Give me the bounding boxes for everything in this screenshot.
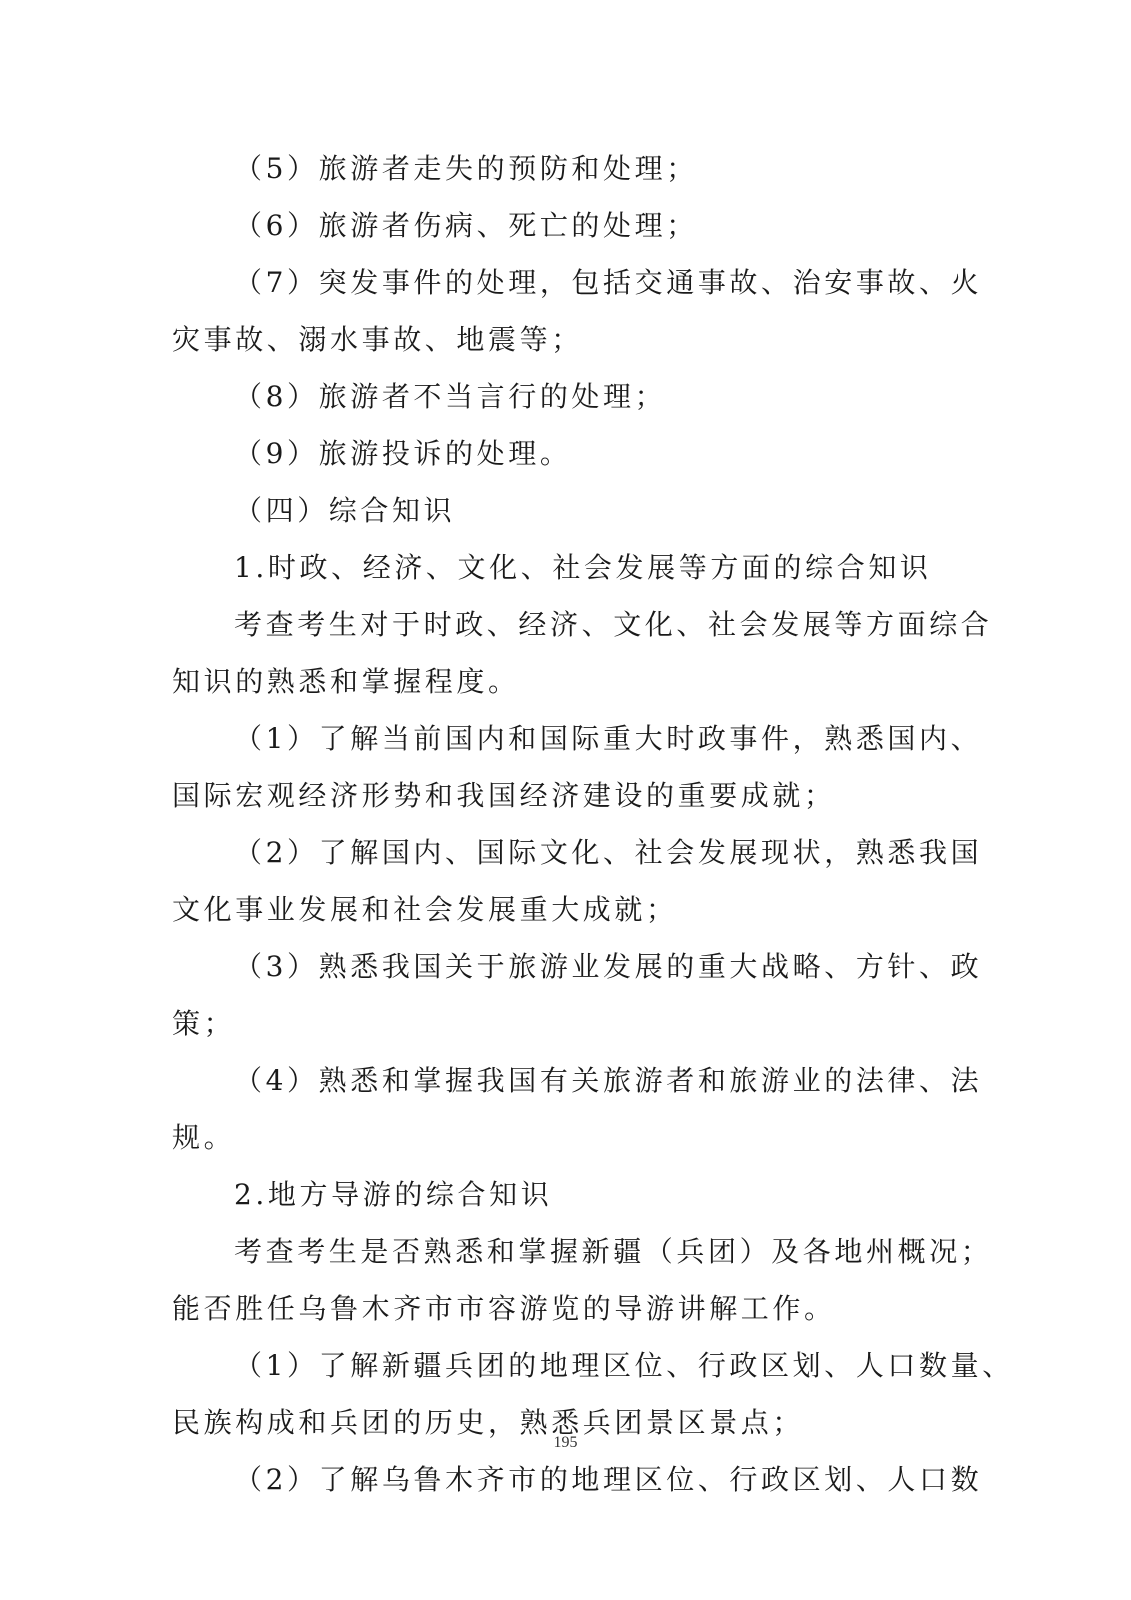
paragraph-line: 考查考生对于时政、经济、文化、社会发展等方面综合	[234, 608, 993, 641]
subheading-1: 1.时政、经济、文化、社会发展等方面的综合知识	[234, 551, 932, 584]
list-item-9: （9）旅游投诉的处理。	[234, 437, 572, 470]
paragraph-line: 能否胜任乌鲁木齐市市容游览的导游讲解工作。	[172, 1292, 836, 1325]
list-item-7-continued: 灾事故、溺水事故、地震等；	[172, 323, 583, 356]
list-item-8: （8）旅游者不当言行的处理；	[234, 380, 667, 413]
list-item-4-continued: 规。	[172, 1121, 236, 1154]
list-item-1: （1）了解当前国内和国际重大时政事件，熟悉国内、	[234, 722, 983, 755]
list-item-6: （6）旅游者伤病、死亡的处理；	[234, 209, 698, 242]
page-number: 195	[553, 1434, 578, 1451]
list-item-4: （4）熟悉和掌握我国有关旅游者和旅游业的法律、法	[234, 1064, 983, 1097]
paragraph-line: 考查考生是否熟悉和掌握新疆（兵团）及各地州概况；	[234, 1235, 993, 1268]
list-item-2-continued: 文化事业发展和社会发展重大成就；	[172, 893, 678, 926]
list-item-1-continued: 国际宏观经济形势和我国经济建设的重要成就；	[172, 779, 836, 812]
body-text	[172, 140, 1014, 1508]
section-heading: （四）综合知识	[234, 494, 456, 527]
list-item-3-continued: 策；	[172, 1007, 236, 1040]
paragraph-line: 知识的熟悉和掌握程度。	[172, 665, 520, 698]
list-item-1: （1）了解新疆兵团的地理区位、行政区划、人口数量、	[234, 1349, 1014, 1382]
subheading-2: 2.地方导游的综合知识	[234, 1178, 553, 1211]
list-item-2: （2）了解国内、国际文化、社会发展现状，熟悉我国	[234, 836, 983, 869]
list-item-1-continued: 民族构成和兵团的历史，熟悉兵团景区景点；	[172, 1406, 805, 1439]
list-item-7: （7）突发事件的处理，包括交通事故、治安事故、火	[234, 266, 983, 299]
list-item-2: （2）了解乌鲁木齐市的地理区位、行政区划、人口数	[234, 1463, 983, 1496]
list-item-3: （3）熟悉我国关于旅游业发展的重大战略、方针、政	[234, 950, 983, 983]
list-item-5: （5）旅游者走失的预防和处理；	[234, 152, 698, 185]
